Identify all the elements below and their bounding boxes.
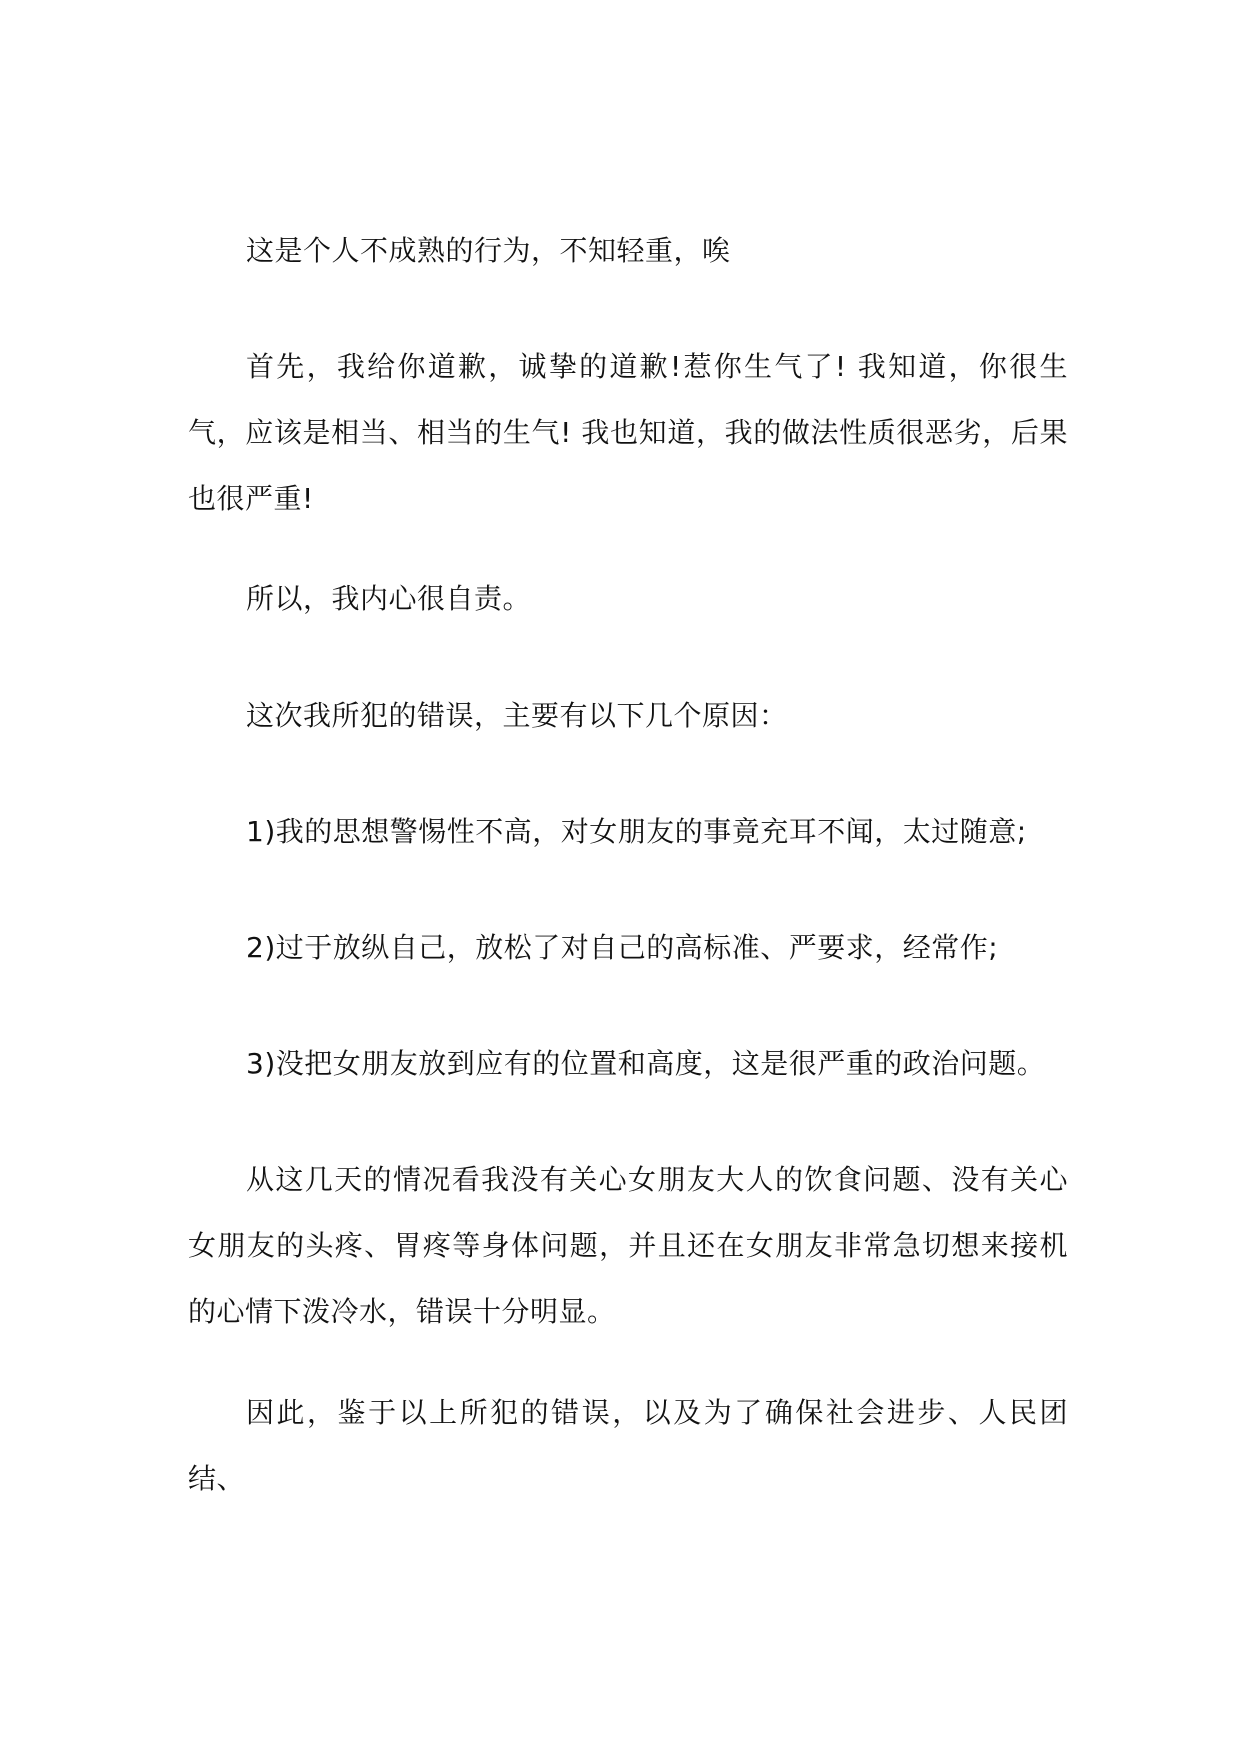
paragraph-7: 3)没把女朋友放到应有的位置和高度，这是很严重的政治问题。	[246, 1047, 1046, 1080]
paragraph-1: 这是个人不成熟的行为，不知轻重，唉	[246, 234, 731, 267]
paragraph-2: 首先，我给你道歉，诚挚的道歉!惹你生气了! 我知道，你很生气，应该是相当、相当的生气! 我也知道，我的做法性质很恶劣，后果也很严重!	[188, 350, 1068, 515]
paragraph-8: 从这几天的情况看我没有关心女朋友大人的饮食问题、没有关心女朋友的头疼、胃疼等身体问题，并且还在女朋友非常急切想来接机的心情下泼冷水，错误十分明显。	[188, 1163, 1068, 1328]
paragraph-5: 1)我的思想警惕性不高，对女朋友的事竟充耳不闻，太过随意;	[246, 815, 1027, 848]
paragraph-3: 所以，我内心很自责。	[246, 582, 532, 615]
paragraph-6: 2)过于放纵自己，放松了对自己的高标准、严要求，经常作;	[246, 931, 999, 964]
paragraph-4: 这次我所犯的错误，主要有以下几个原因：	[246, 699, 788, 732]
paragraph-9: 因此，鉴于以上所犯的错误，以及为了确保社会进步、人民团结、	[188, 1396, 1068, 1495]
